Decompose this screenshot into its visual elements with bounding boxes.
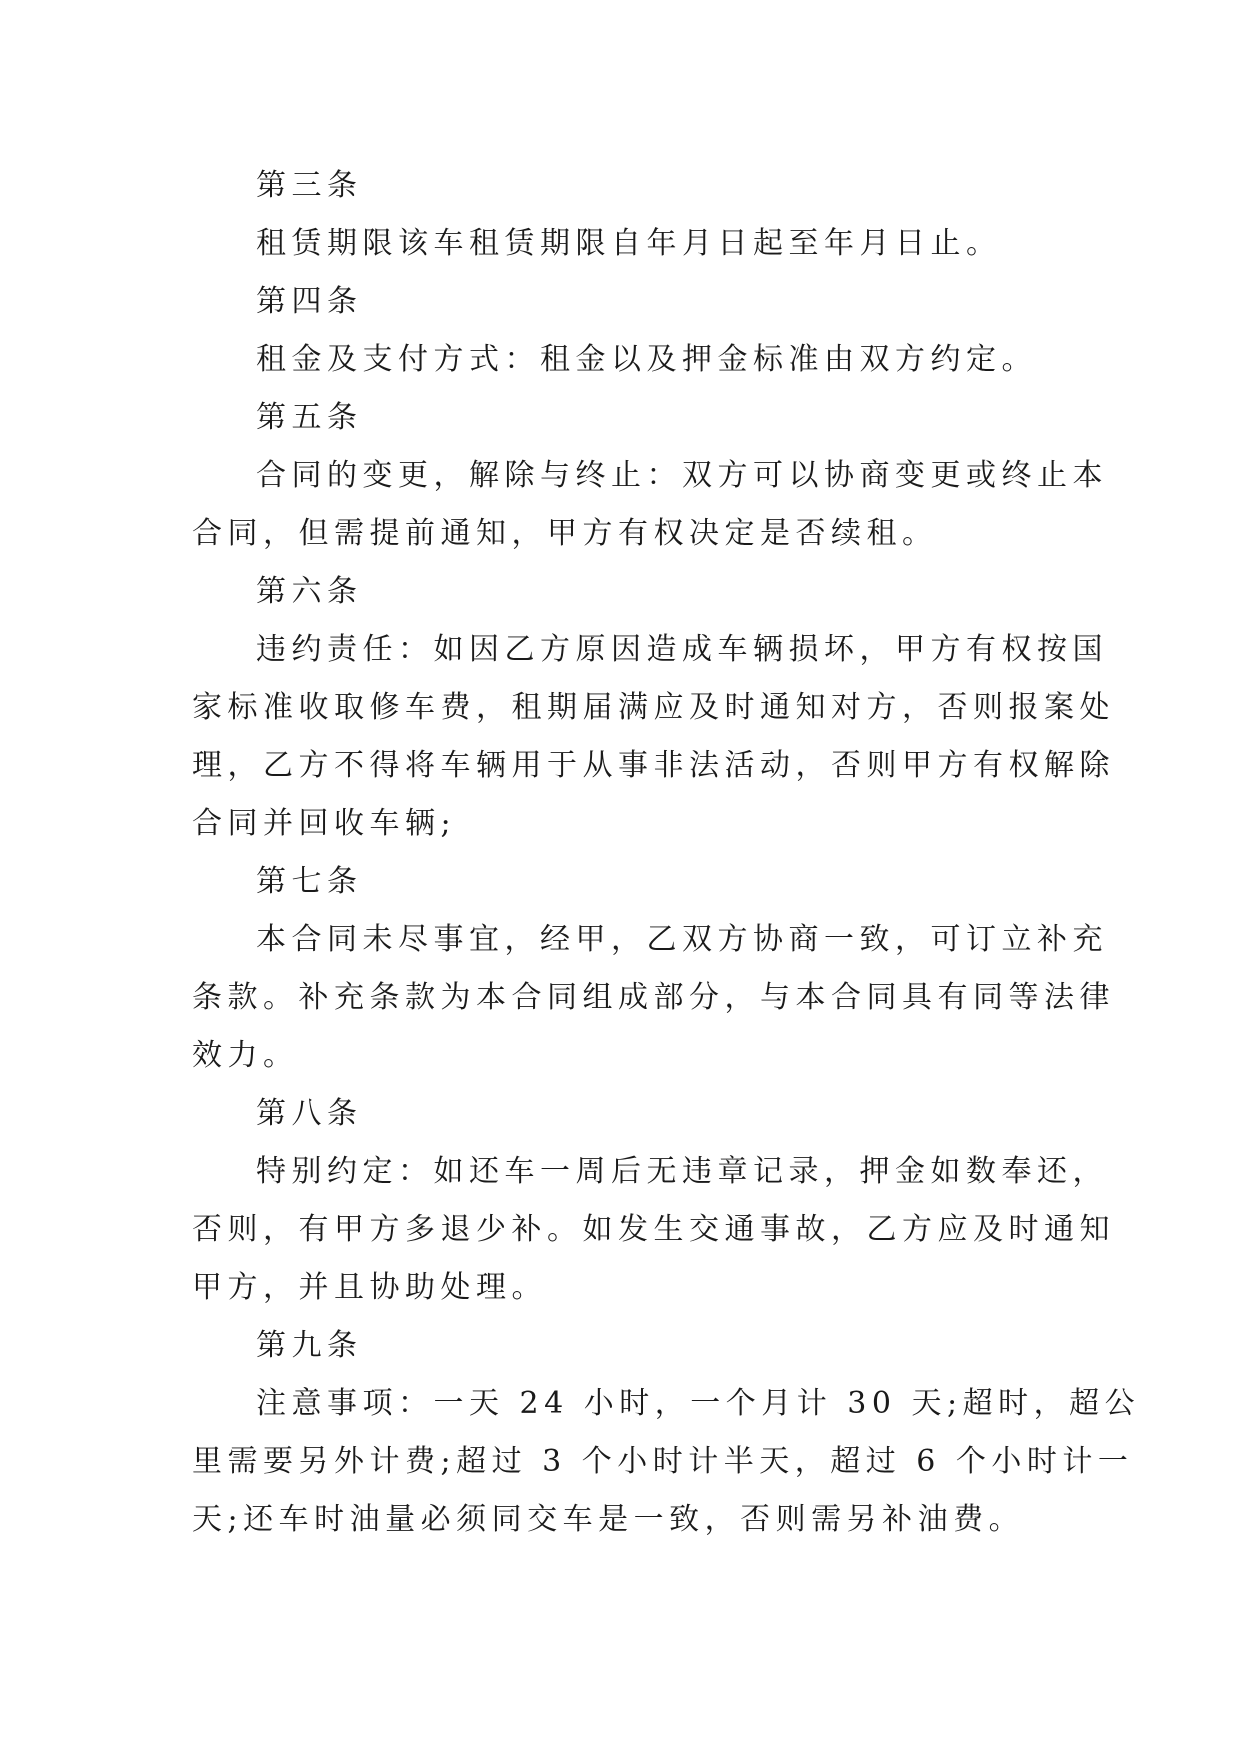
article-heading: 第五条 <box>256 400 363 435</box>
article-heading: 第四条 <box>256 284 363 319</box>
paragraph-line: 合同，但需提前通知，甲方有权决定是否续租。 <box>192 516 938 551</box>
document-body <box>192 157 1141 1549</box>
article-heading: 第九条 <box>256 1328 363 1363</box>
paragraph-line: 否则，有甲方多退少补。如发生交通事故，乙方应及时通知 <box>192 1212 1115 1247</box>
paragraph-line: 效力。 <box>192 1038 299 1073</box>
paragraph-line: 条款。补充条款为本合同组成部分，与本合同具有同等法律 <box>192 980 1115 1015</box>
paragraph-line: 租赁期限该车租赁期限自年月日起至年月日止。 <box>256 226 1002 261</box>
paragraph-line: 天;还车时油量必须同交车是一致，否则需另补油费。 <box>192 1502 1025 1537</box>
paragraph-line: 里需要另外计费;超过 3 个小时计半天，超过 6 个小时计一 <box>192 1444 1134 1479</box>
article-heading: 第三条 <box>256 168 363 203</box>
article-heading: 第八条 <box>256 1096 363 1131</box>
article-heading: 第七条 <box>256 864 363 899</box>
paragraph-line: 本合同未尽事宜，经甲，乙双方协商一致，可订立补充 <box>256 922 1108 957</box>
paragraph-line: 家标准收取修车费，租期届满应及时通知对方，否则报案处 <box>192 690 1115 725</box>
paragraph-line: 合同的变更，解除与终止：双方可以协商变更或终止本 <box>256 458 1108 493</box>
paragraph-line: 合同并回收车辆; <box>192 806 457 841</box>
paragraph-line: 租金及支付方式：租金以及押金标准由双方约定。 <box>256 342 1037 377</box>
paragraph-line: 注意事项：一天 24 小时，一个月计 30 天;超时，超公 <box>256 1386 1141 1421</box>
paragraph-line: 特别约定：如还车一周后无违章记录，押金如数奉还， <box>256 1154 1108 1189</box>
article-heading: 第六条 <box>256 574 363 609</box>
paragraph-line: 甲方，并且协助处理。 <box>192 1270 547 1305</box>
paragraph-line: 违约责任：如因乙方原因造成车辆损坏，甲方有权按国 <box>256 632 1108 667</box>
paragraph-line: 理，乙方不得将车辆用于从事非法活动，否则甲方有权解除 <box>192 748 1115 783</box>
